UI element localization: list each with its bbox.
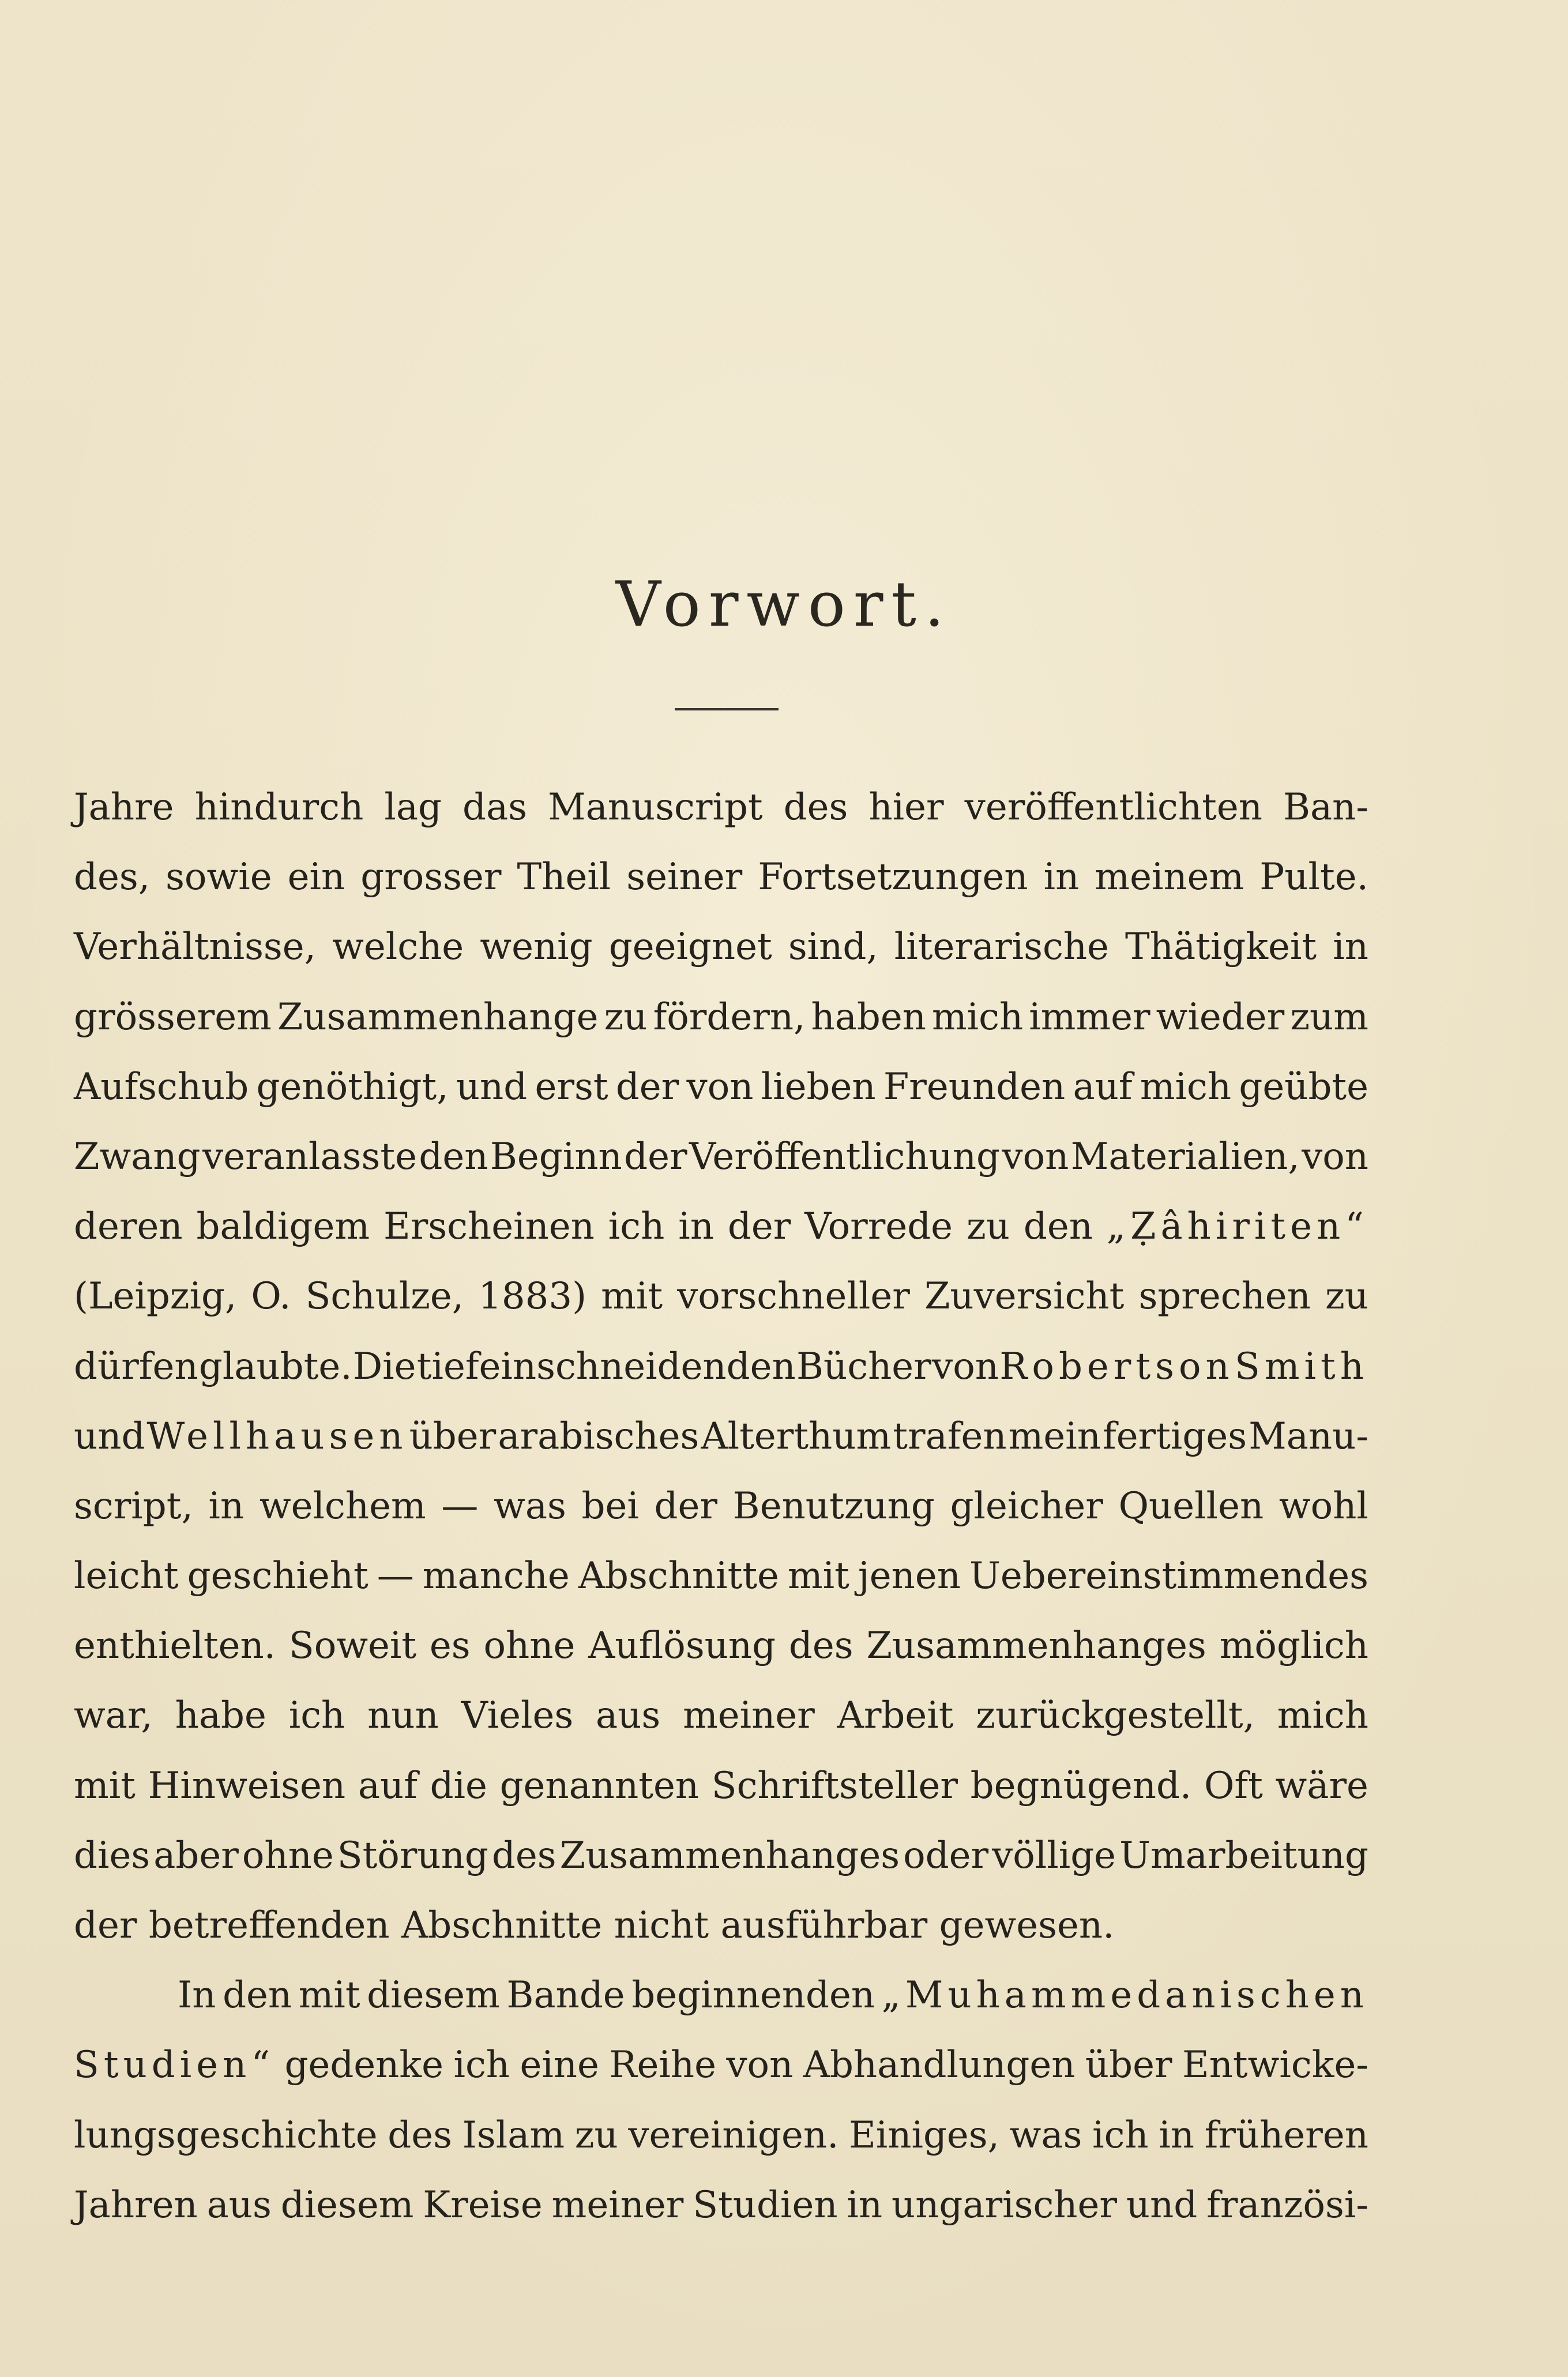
word: Zusammenhanges	[559, 1834, 900, 1877]
word: Verhältnisse,	[74, 926, 316, 969]
word: Quellen	[1118, 1484, 1264, 1528]
word: Alterthum	[701, 1415, 892, 1458]
word: Materialien,	[1070, 1135, 1300, 1178]
text-line	[74, 1122, 1368, 1192]
word: zurückgestellt,	[976, 1694, 1255, 1737]
word: auf	[1073, 1065, 1133, 1108]
word: aus	[206, 2183, 272, 2226]
word: Abschnitte	[401, 1904, 603, 1947]
word: vorschneller	[677, 1275, 910, 1318]
word: wäre	[1275, 1764, 1368, 1807]
text-line	[74, 843, 1368, 912]
word: über	[409, 1415, 497, 1458]
word: Benutzung	[732, 1484, 935, 1528]
word: „Muhammedanischen	[881, 1974, 1368, 2017]
word: Bande	[506, 1974, 625, 2017]
word: geübte	[1239, 1065, 1368, 1108]
word: wieder	[1156, 995, 1285, 1039]
word: Beginn	[490, 1135, 622, 1178]
word: in	[1159, 2113, 1194, 2157]
word: meinem	[1095, 856, 1244, 899]
word: Aufschub	[74, 1065, 249, 1108]
word: Schriftsteller	[711, 1764, 958, 1807]
word: lungsgeschichte	[74, 2113, 378, 2157]
word: sprechen	[1138, 1275, 1311, 1318]
word: grösserem	[74, 995, 272, 1039]
word: gewesen.	[939, 1904, 1115, 1947]
word: veröffentlichten	[964, 786, 1262, 829]
word: was	[1009, 2113, 1082, 2157]
word: Wellhausen	[146, 1415, 408, 1458]
word: Pulte.	[1259, 856, 1368, 899]
word: von	[726, 2044, 794, 2087]
title-divider	[675, 708, 779, 710]
word: ich	[1092, 2113, 1149, 2157]
word: lag	[384, 786, 442, 829]
word: von	[1302, 1135, 1368, 1178]
word: Hinweisen	[148, 1764, 346, 1807]
word: Vieles	[461, 1694, 574, 1737]
word: Auflösung	[588, 1624, 776, 1668]
word: des,	[74, 856, 151, 899]
word: zu	[966, 1205, 1010, 1248]
word: lieben	[761, 1065, 876, 1108]
word: dürfen	[74, 1345, 198, 1388]
word: des	[491, 1834, 556, 1877]
word: aber	[153, 1834, 239, 1877]
word: jenen	[858, 1555, 961, 1598]
word: welchem	[259, 1484, 426, 1528]
word: mit	[74, 1764, 136, 1807]
text-line	[74, 1262, 1368, 1332]
word: Robertson	[999, 1345, 1234, 1388]
text-line	[74, 1891, 1368, 1961]
word: seiner	[626, 856, 743, 899]
text-line	[74, 912, 1368, 982]
word: auf	[358, 1764, 418, 1807]
word: Bücher	[796, 1345, 931, 1388]
text-line	[74, 1961, 1368, 2030]
word: Vorrede	[804, 1205, 953, 1248]
word: Die	[352, 1345, 416, 1388]
word: ausführbar	[720, 1904, 928, 1947]
word: mich	[931, 995, 1024, 1039]
text-line	[74, 2171, 1368, 2240]
text-line	[74, 983, 1368, 1052]
text-line	[74, 1402, 1368, 1472]
word: den	[1023, 1205, 1093, 1248]
word: die	[430, 1764, 487, 1807]
word: Jahre	[74, 786, 174, 829]
word: bei	[581, 1484, 639, 1528]
word: des	[783, 786, 848, 829]
word: mich	[1140, 1065, 1232, 1108]
word: meiner	[551, 2183, 684, 2226]
word: den	[419, 1135, 488, 1178]
word: mit	[601, 1275, 663, 1318]
word: Studien“	[74, 2044, 275, 2087]
text-line	[74, 1192, 1368, 1262]
word: tiefeinschneidenden	[416, 1345, 796, 1388]
word: der	[615, 1065, 679, 1108]
word: oder	[903, 1834, 989, 1877]
word: französi-	[1206, 2183, 1368, 2226]
word: von	[932, 1345, 999, 1388]
word: trafen	[893, 1415, 1007, 1458]
word: nun	[367, 1694, 439, 1737]
word: Manuscript	[548, 786, 763, 829]
word: ungarischer	[891, 2183, 1117, 2226]
word: den	[223, 1974, 292, 2017]
word: eine	[520, 2044, 599, 2087]
word: Schulze,	[305, 1275, 464, 1318]
word: erst	[535, 1065, 608, 1108]
text-line	[74, 1681, 1368, 1751]
word: hindurch	[194, 786, 364, 829]
word: deren	[74, 1205, 183, 1248]
text-line	[74, 1052, 1368, 1122]
word: Veröffentlichung	[689, 1135, 1000, 1178]
word: Kreise	[423, 2183, 543, 2226]
word: —	[441, 1484, 479, 1528]
word: beginnenden	[631, 1974, 875, 2017]
word: Smith	[1234, 1345, 1368, 1388]
word: und	[74, 1415, 145, 1458]
word: Jahren	[74, 2183, 198, 2226]
word: Einiges,	[849, 2113, 999, 2157]
word: genannten	[499, 1764, 700, 1807]
word: Ban-	[1283, 786, 1368, 829]
word: Thätigkeit	[1125, 926, 1317, 969]
word: 1883)	[478, 1275, 587, 1318]
word: begnügend.	[970, 1764, 1192, 1807]
word: was	[494, 1484, 566, 1528]
word: gedenke	[284, 2044, 444, 2087]
word: Entwicke-	[1182, 2044, 1368, 2087]
word: der	[654, 1484, 717, 1528]
word: Soweit	[288, 1624, 417, 1668]
word: fertiges	[1103, 1415, 1247, 1458]
word: war,	[74, 1694, 153, 1737]
word: habe	[175, 1694, 266, 1737]
word: genöthigt,	[256, 1065, 449, 1108]
word: sind,	[788, 926, 878, 969]
word: manche	[422, 1555, 570, 1598]
word: Theil	[517, 856, 611, 899]
word: zum	[1290, 995, 1368, 1039]
word: sowie	[166, 856, 272, 899]
word: grosser	[360, 856, 502, 899]
word: ein	[287, 856, 345, 899]
word: „Ẓâhiriten“	[1106, 1205, 1368, 1248]
word: (Leipzig,	[74, 1275, 237, 1318]
word: und	[1126, 2183, 1198, 2226]
word: von	[1002, 1135, 1069, 1178]
word: diesem	[280, 2183, 414, 2226]
word: leicht	[74, 1555, 179, 1598]
word: Manu-	[1249, 1415, 1368, 1458]
word: völlige	[992, 1834, 1116, 1877]
word: und	[456, 1065, 528, 1108]
word: Studien	[693, 2183, 838, 2226]
word: ich	[288, 1694, 345, 1737]
word: aus	[596, 1694, 661, 1737]
text-line	[74, 773, 1368, 843]
word: gleicher	[950, 1484, 1103, 1528]
word: der	[624, 1135, 687, 1178]
word: Zuversicht	[924, 1275, 1125, 1318]
text-line	[74, 2101, 1368, 2171]
word: Abschnitte	[578, 1555, 779, 1598]
word: mit	[787, 1555, 849, 1598]
word: in	[1043, 856, 1080, 899]
word: diesem	[367, 1974, 500, 2017]
word: des	[388, 2113, 452, 2157]
word: —	[377, 1555, 414, 1598]
word: in	[678, 1205, 714, 1248]
word: in	[847, 2183, 883, 2226]
word: Zusammenhanges	[866, 1624, 1206, 1668]
word: ich	[608, 1205, 665, 1248]
word: wohl	[1279, 1484, 1368, 1528]
word: betreffenden	[148, 1904, 390, 1947]
word: geschieht	[187, 1555, 369, 1598]
word: mich	[1277, 1694, 1368, 1737]
text-line	[74, 1611, 1368, 1681]
word: Fortsetzungen	[758, 856, 1028, 899]
word: der	[727, 1205, 791, 1248]
word: ich	[453, 2044, 510, 2087]
word: geeignet	[608, 926, 772, 969]
word: Reihe	[609, 2044, 716, 2087]
word: ohne	[242, 1834, 334, 1877]
word: veranlasste	[202, 1135, 417, 1178]
word: wenig	[480, 926, 593, 969]
text-line	[74, 1541, 1368, 1611]
word: In	[178, 1974, 216, 2017]
word: ohne	[483, 1624, 576, 1668]
word: Zusammenhange	[277, 995, 599, 1039]
word: Oft	[1204, 1764, 1263, 1807]
word: das	[462, 786, 527, 829]
word: Umarbeitung	[1119, 1834, 1368, 1877]
word: es	[429, 1624, 471, 1668]
word: meiner	[683, 1694, 815, 1737]
word: über	[1085, 2044, 1172, 2087]
word: literarische	[894, 926, 1109, 969]
text-line	[74, 1821, 1368, 1891]
word: vereinigen.	[628, 2113, 839, 2157]
word: Abhandlungen	[803, 2044, 1076, 2087]
word: nicht	[614, 1904, 709, 1947]
word: dies	[74, 1834, 151, 1877]
word: mein	[1008, 1415, 1101, 1458]
word: baldigem	[196, 1205, 370, 1248]
page-title: Vorwort.	[615, 569, 953, 641]
preface-body	[74, 773, 1368, 2240]
word: O.	[251, 1275, 291, 1318]
word: der	[74, 1904, 137, 1947]
word: Erscheinen	[383, 1205, 595, 1248]
word: hier	[868, 786, 944, 829]
word: Zwang	[74, 1135, 201, 1178]
word: in	[1333, 926, 1368, 969]
word: mit	[298, 1974, 360, 2017]
word: immer	[1029, 995, 1150, 1039]
word: zu	[1325, 1275, 1368, 1318]
word: des	[788, 1624, 853, 1668]
text-line	[74, 2030, 1368, 2100]
word: möglich	[1219, 1624, 1368, 1668]
word: welche	[332, 926, 464, 969]
word: glaubte.	[198, 1345, 352, 1388]
word: Islam	[462, 2113, 565, 2157]
text-line	[74, 1472, 1368, 1541]
word: script,	[74, 1484, 193, 1528]
text-line	[74, 1332, 1368, 1402]
word: haben	[811, 995, 926, 1039]
word: früheren	[1204, 2113, 1368, 2157]
word: zu	[604, 995, 648, 1039]
word: in	[208, 1484, 245, 1528]
word: von	[686, 1065, 754, 1108]
word: zu	[574, 2113, 618, 2157]
word: Störung	[337, 1834, 488, 1877]
word: Uebereinstimmendes	[969, 1555, 1368, 1598]
word: fördern,	[653, 995, 806, 1039]
text-line	[74, 1751, 1368, 1821]
word: enthielten.	[74, 1624, 276, 1668]
word: Arbeit	[837, 1694, 954, 1737]
word: arabisches	[498, 1415, 700, 1458]
word: Freunden	[883, 1065, 1066, 1108]
